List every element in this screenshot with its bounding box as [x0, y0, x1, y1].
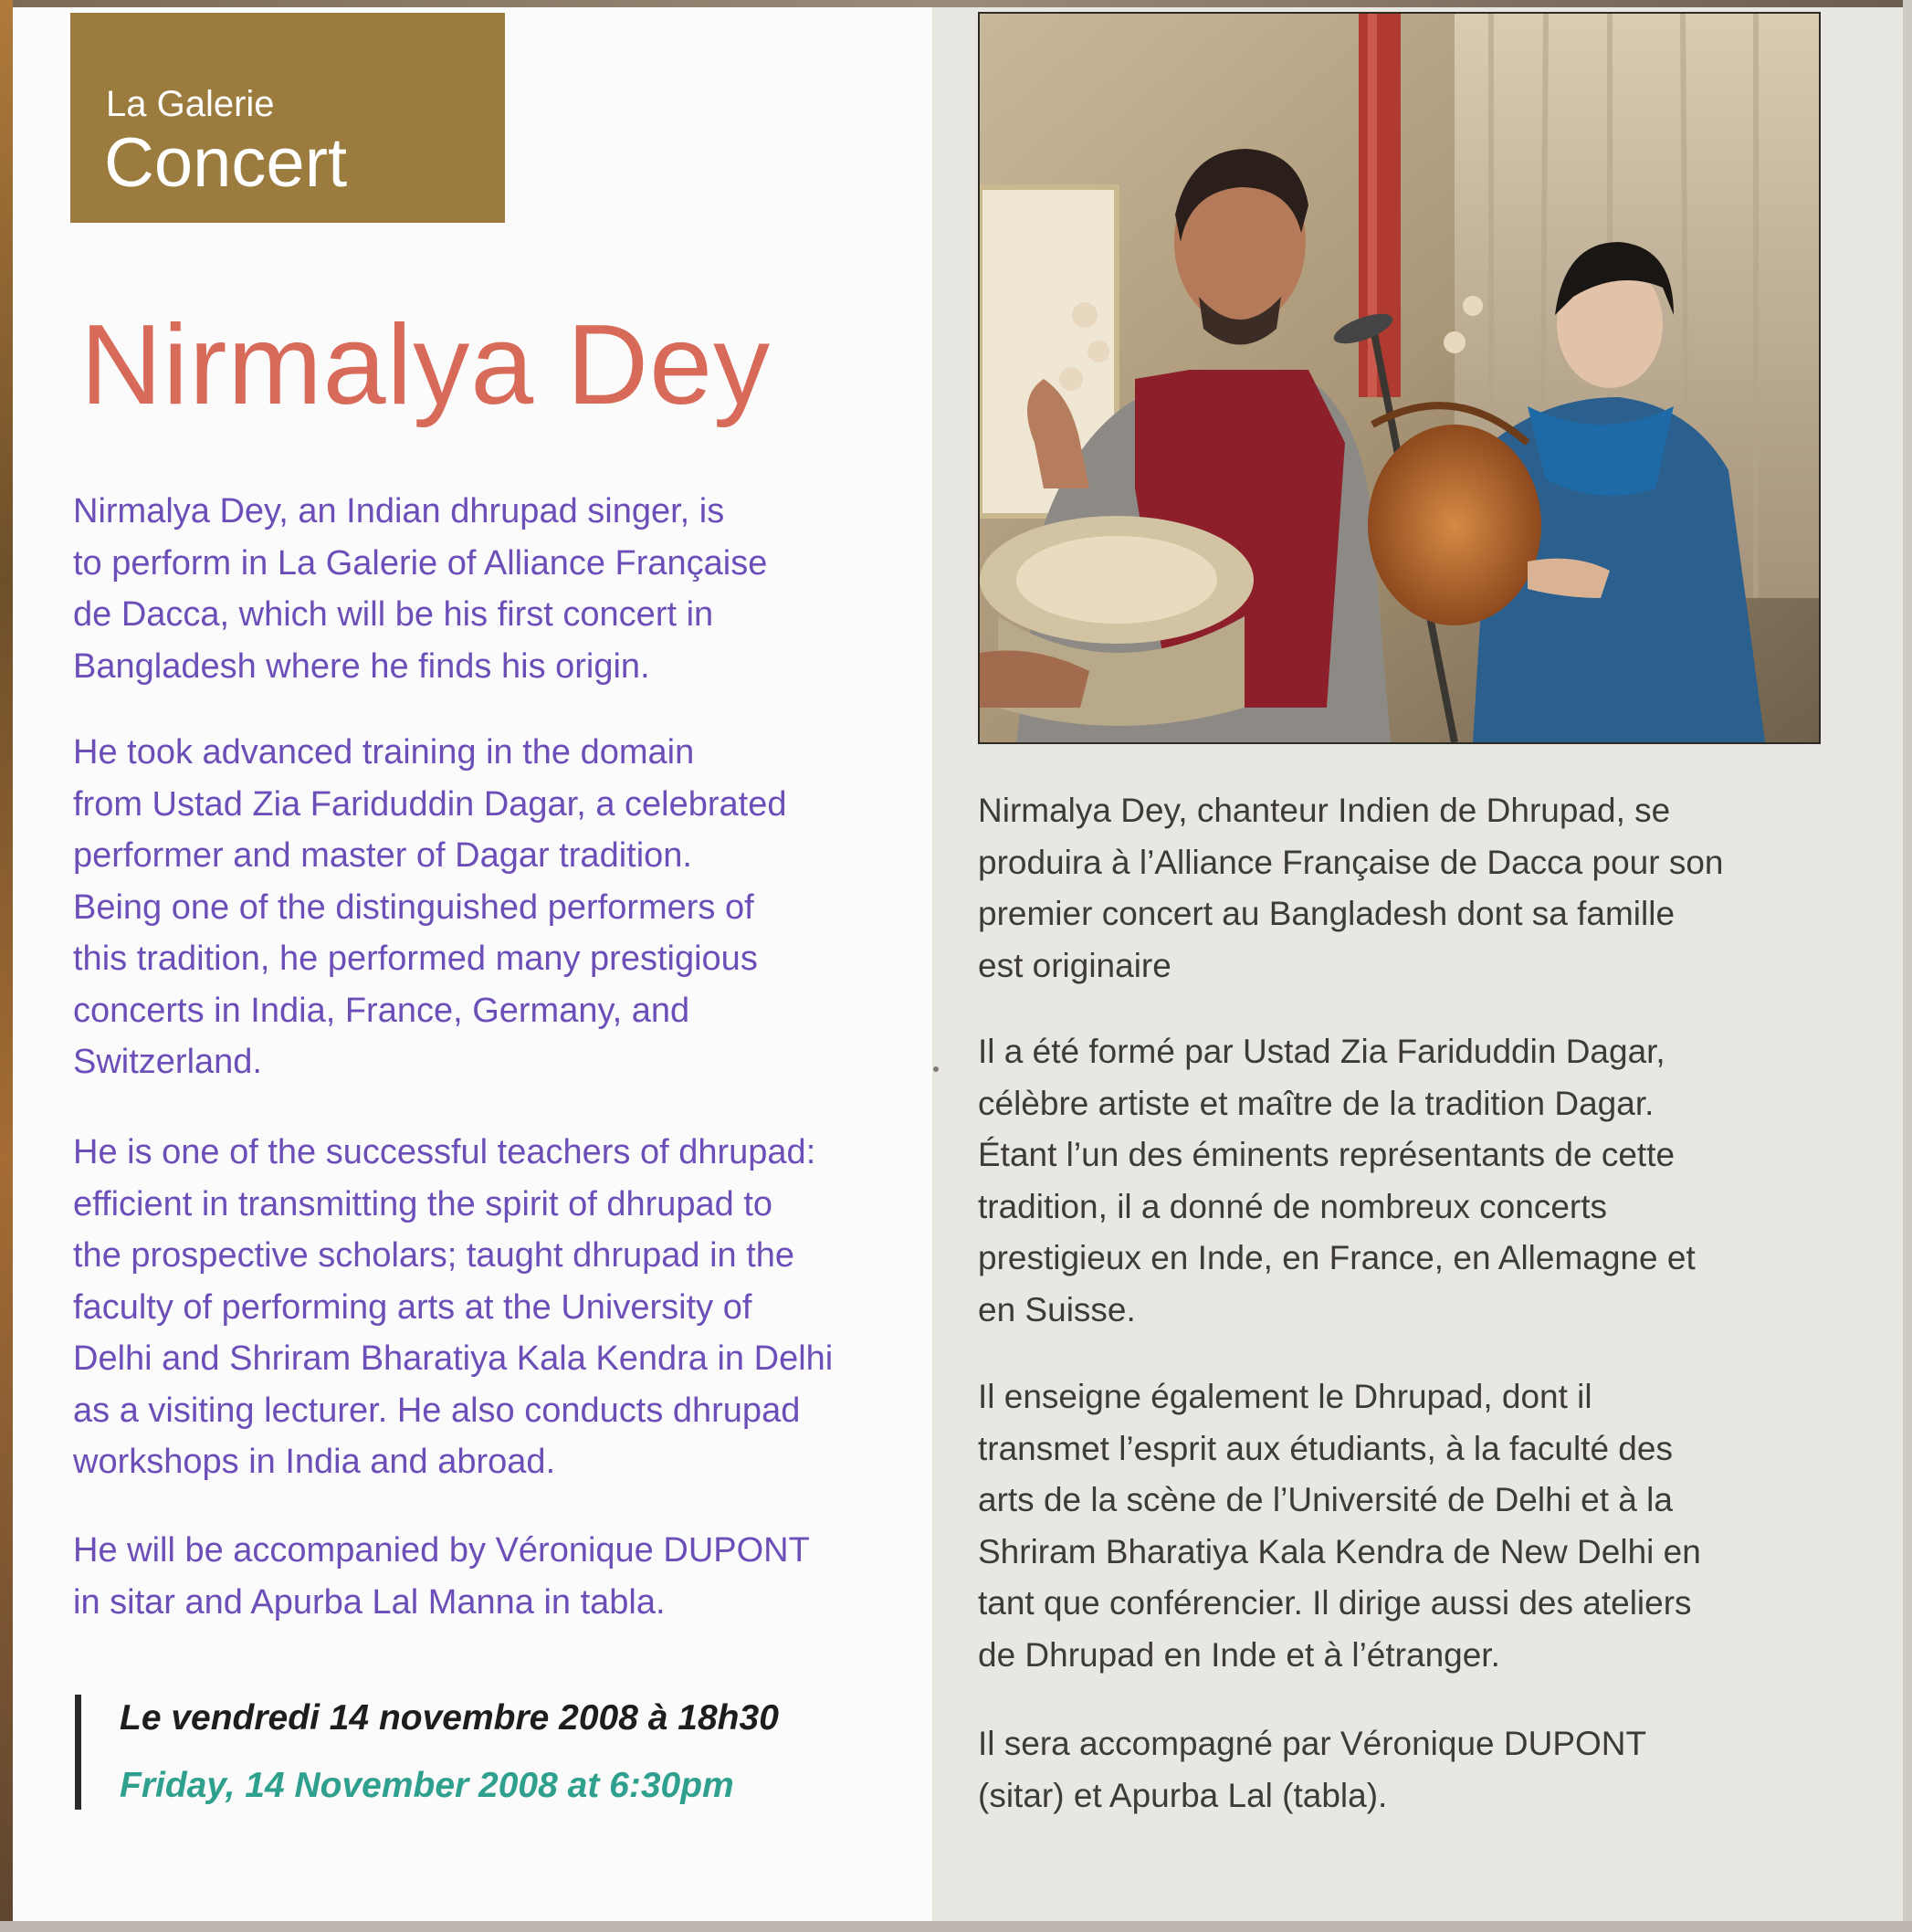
date-accent-bar	[75, 1695, 81, 1810]
concert-photo	[978, 12, 1821, 744]
scan-top-edge	[0, 0, 1912, 7]
event-date-english: Friday, 14 November 2008 at 6:30pm	[120, 1766, 734, 1805]
scan-bottom-edge	[0, 1921, 1912, 1932]
french-paragraph-teaching: Il enseigne également le Dhrupad, dont il transmet l’esprit aux étudiants, à la faculté des arts de la scène de l’Université de Delhi et à la Shriram Bharatiya Kala Kendra de New Delhi en tant que conférencier. Il dirige aussi des ateliers de Dhrupad en Inde et à l’étranger.	[978, 1378, 1701, 1674]
english-paragraph-training: He took advanced training in the domain from Ustad Zia Fariduddin Dagar, a celebrated performer and master of Dagar tradition. Being one of the distinguished performers of this tradition, he performed many prestigious concerts in India, France, Germany, and Switzerland.	[73, 733, 787, 1081]
venue-label: La Galerie	[106, 84, 275, 124]
english-paragraph-accompaniment: He will be accompanied by Véronique DUPONT in sitar and Apurba Lal Manna in tabla.	[73, 1531, 810, 1622]
french-paragraph-accompaniment: Il sera accompagné par Véronique DUPONT (sitar) et Apurba Lal (tabla).	[978, 1725, 1647, 1814]
scan-speck	[933, 1066, 939, 1072]
event-date-french: Le vendredi 14 novembre 2008 à 18h30	[120, 1698, 779, 1738]
french-paragraph-intro: Nirmalya Dey, chanteur Indien de Dhrupad, se produira à l’Alliance Française de Dacca pour son premier concert au Bangladesh dont sa famille est originaire	[978, 792, 1724, 984]
english-paragraph-teaching: He is one of the successful teachers of dhrupad: efficient in transmitting the spirit of dhrupad to the prospective scholars; taught dhrupad in the faculty of performing arts at the University of Delhi and Shriram Bharatiya Kala Kendra in Delhi as a visiting lecturer. He also conducts dhrupad workshops in India and abroad.	[73, 1133, 834, 1481]
scan-right-edge	[1903, 0, 1912, 1932]
english-paragraph-intro: Nirmalya Dey, an Indian dhrupad singer, is to perform in La Galerie of Alliance Française de Dacca, which will be his first concert in Bangladesh where he finds his origin.	[73, 492, 768, 686]
french-paragraph-training: Il a été formé par Ustad Zia Fariduddin Dagar, célèbre artiste et maître de la tradition Dagar. Étant l’un des éminents représentants de cette tradition, il a donné de nombreux concerts prestigieux en Inde, en France, en Allemagne et en Suisse.	[978, 1033, 1696, 1328]
concert-photo-illustration	[980, 14, 1819, 742]
artist-title: Nirmalya Dey	[80, 302, 772, 428]
event-type-label: Concert	[104, 124, 348, 202]
scan-left-edge	[0, 0, 13, 1932]
